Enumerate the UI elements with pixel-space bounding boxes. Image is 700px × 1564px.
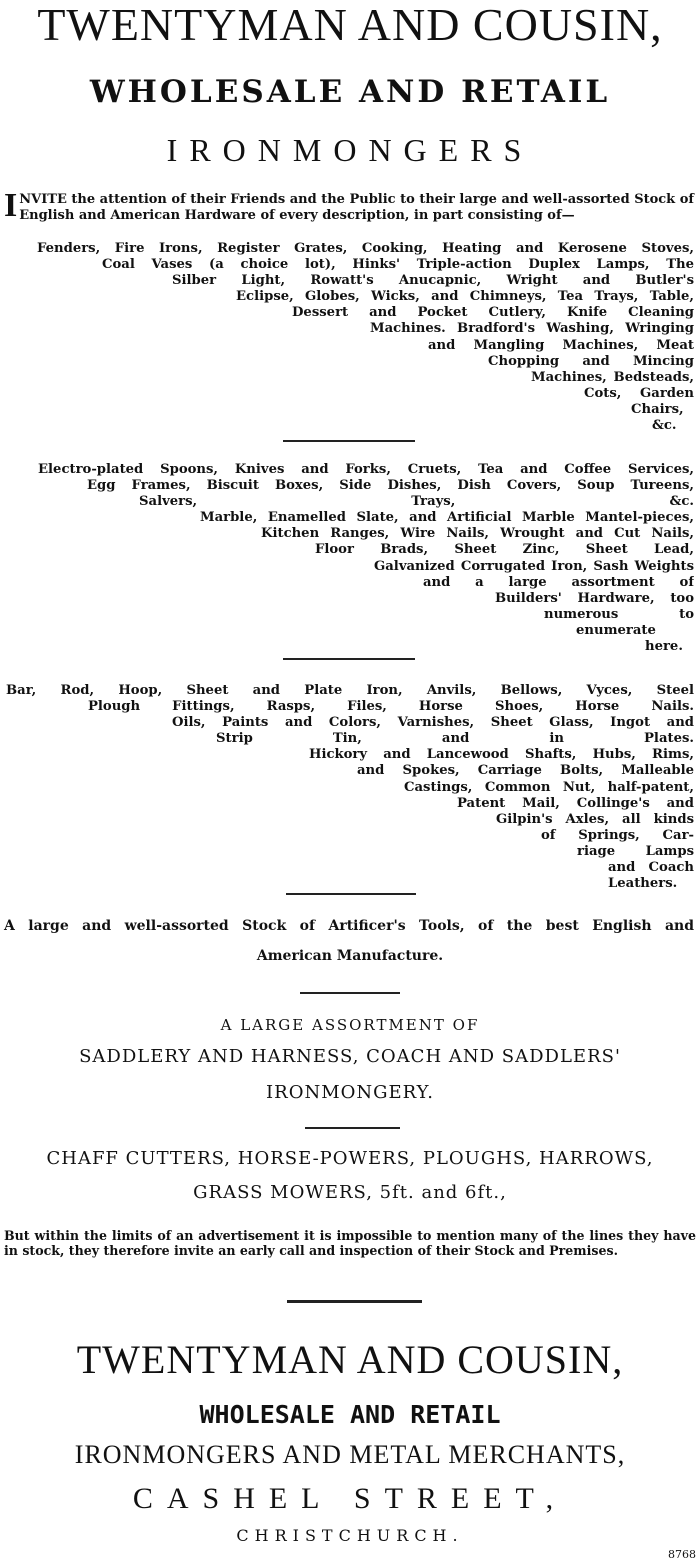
list-line: Egg Frames, Biscuit Boxes, Side Dishes, Dish Covers, Soup Tureens,	[87, 478, 694, 494]
drop-cap: I	[4, 187, 18, 224]
list-line: &c.	[652, 418, 677, 434]
list-line: riage Lamps	[577, 843, 694, 859]
list-line: enumerate	[576, 622, 656, 638]
list-line: Coal Vases (a choice lot), Hinks' Triple-action Duplex Lamps, The	[102, 257, 694, 273]
saddlery-line-3: IRONMONGERY.	[266, 1082, 434, 1103]
list-line: Silber Light, Rowatt's Anucapnic, Wright and Butler's	[172, 273, 694, 289]
list-line: Patent Mail, Collinge's and	[457, 795, 694, 811]
list-line: Cots, Garden	[584, 385, 694, 401]
list-line: Kitchen Ranges, Wire Nails, Wrought and Cut Nails,	[261, 526, 694, 542]
stock-list-electroplate	[38, 462, 694, 655]
list-line: Castings, Common Nut, half-patent,	[404, 779, 694, 795]
stock-list-iron	[6, 683, 694, 892]
list-line: Electro-plated Spoons, Knives and Forks, Cruets, Tea and Coffee Services,	[38, 462, 694, 477]
list-line: here.	[645, 639, 683, 655]
street-footer: CASHEL STREET,	[132, 1482, 568, 1515]
list-line: Bar, Rod, Hoop, Sheet and Plate Iron, Anvils, Bellows, Vyces, Steel	[6, 683, 694, 698]
divider-3	[286, 893, 416, 895]
list-line: Fenders, Fire Irons, Register Grates, Cooking, Heating and Kerosene Stoves,	[37, 241, 694, 256]
divider-1	[283, 440, 415, 442]
divider-2	[283, 658, 415, 660]
tools-line-2: American Manufacture.	[256, 948, 444, 964]
list-line: Plough Fittings, Rasps, Files, Horse Shoes, Horse Nails.	[88, 699, 694, 715]
trade-footer: WHOLESALE AND RETAIL	[199, 1400, 501, 1429]
list-line: Builders' Hardware, too	[495, 590, 694, 606]
list-line: Dessert and Pocket Cutlery, Knife Cleaning	[292, 305, 694, 321]
intro-paragraph	[4, 187, 694, 224]
chaff-line-2: GRASS MOWERS, 5ft. and 6ft.,	[193, 1182, 507, 1203]
list-line: Floor Brads, Sheet Zinc, Sheet Lead,	[315, 542, 694, 558]
trade-header: WHOLESALE AND RETAIL	[89, 74, 611, 110]
divider-4	[300, 992, 400, 994]
list-line: Leathers.	[608, 876, 678, 892]
divider-6	[287, 1300, 422, 1303]
list-line: and Spokes, Carriage Bolts, Malleable	[357, 763, 694, 779]
list-line: Galvanized Corrugated Iron, Sash Weights	[374, 558, 694, 574]
list-line: Gilpin's Axles, all kinds	[496, 811, 694, 827]
ironmongers-header: IRONMONGERS	[166, 132, 534, 168]
list-line: Marble, Enamelled Slate, and Artificial Marble Mantel-pieces,	[200, 510, 694, 526]
list-line: Chopping and Mincing	[488, 353, 694, 369]
list-line: Eclipse, Globes, Wicks, and Chimneys, Tea Trays, Table,	[236, 289, 694, 305]
list-line: Oils, Paints and Colors, Varnishes, Sheet Glass, Ingot and	[172, 715, 694, 731]
list-line: of Springs, Car-	[541, 827, 694, 843]
firm-name-footer: TWENTYMAN AND COUSIN,	[76, 1337, 624, 1382]
divider-5	[305, 1127, 400, 1129]
list-line: Strip Tin, and in Plates.	[216, 731, 694, 747]
list-line: and Mangling Machines, Meat	[428, 337, 694, 353]
intro-text: NVITE the attention of their Friends and the Public to their large and well-assorted Stock of English and American Hardware of every description, in part consisting of—	[19, 192, 694, 223]
list-line: and Coach	[608, 860, 694, 876]
list-line: Hickory and Lancewood Shafts, Hubs, Rims,	[309, 747, 694, 763]
stock-list-stoves	[37, 241, 694, 434]
saddlery-line-2: SADDLERY AND HARNESS, COACH AND SADDLERS'	[79, 1046, 621, 1067]
list-line: and a large assortment of	[423, 574, 694, 590]
city-footer: CHRISTCHURCH.	[236, 1526, 464, 1545]
firm-name-header: TWENTYMAN AND COUSIN,	[37, 0, 663, 50]
list-line: Machines. Bradford's Washing, Wringing	[370, 321, 694, 337]
list-line: numerous to	[544, 606, 694, 622]
list-line: Machines, Bedsteads,	[531, 369, 694, 385]
list-line: Salvers, Trays, &c.	[139, 494, 694, 510]
list-line: Chairs,	[631, 401, 684, 417]
closing-paragraph: But within the limits of an advertisement it is impossible to mention many of the lines they have in stock, they therefore invite an early call and inspection of their Stock and Premises.	[4, 1228, 696, 1258]
saddlery-line-1: A LARGE ASSORTMENT OF	[220, 1016, 480, 1034]
tools-line-1: A large and well-assorted Stock of Artificer's Tools, of the best English and	[4, 918, 694, 934]
metal-merchants-footer: IRONMONGERS AND METAL MERCHANTS,	[74, 1440, 626, 1469]
chaff-line-1: CHAFF CUTTERS, HORSE-POWERS, PLOUGHS, HARROWS,	[46, 1148, 654, 1169]
ad-reference-number: 8768	[668, 1548, 696, 1561]
